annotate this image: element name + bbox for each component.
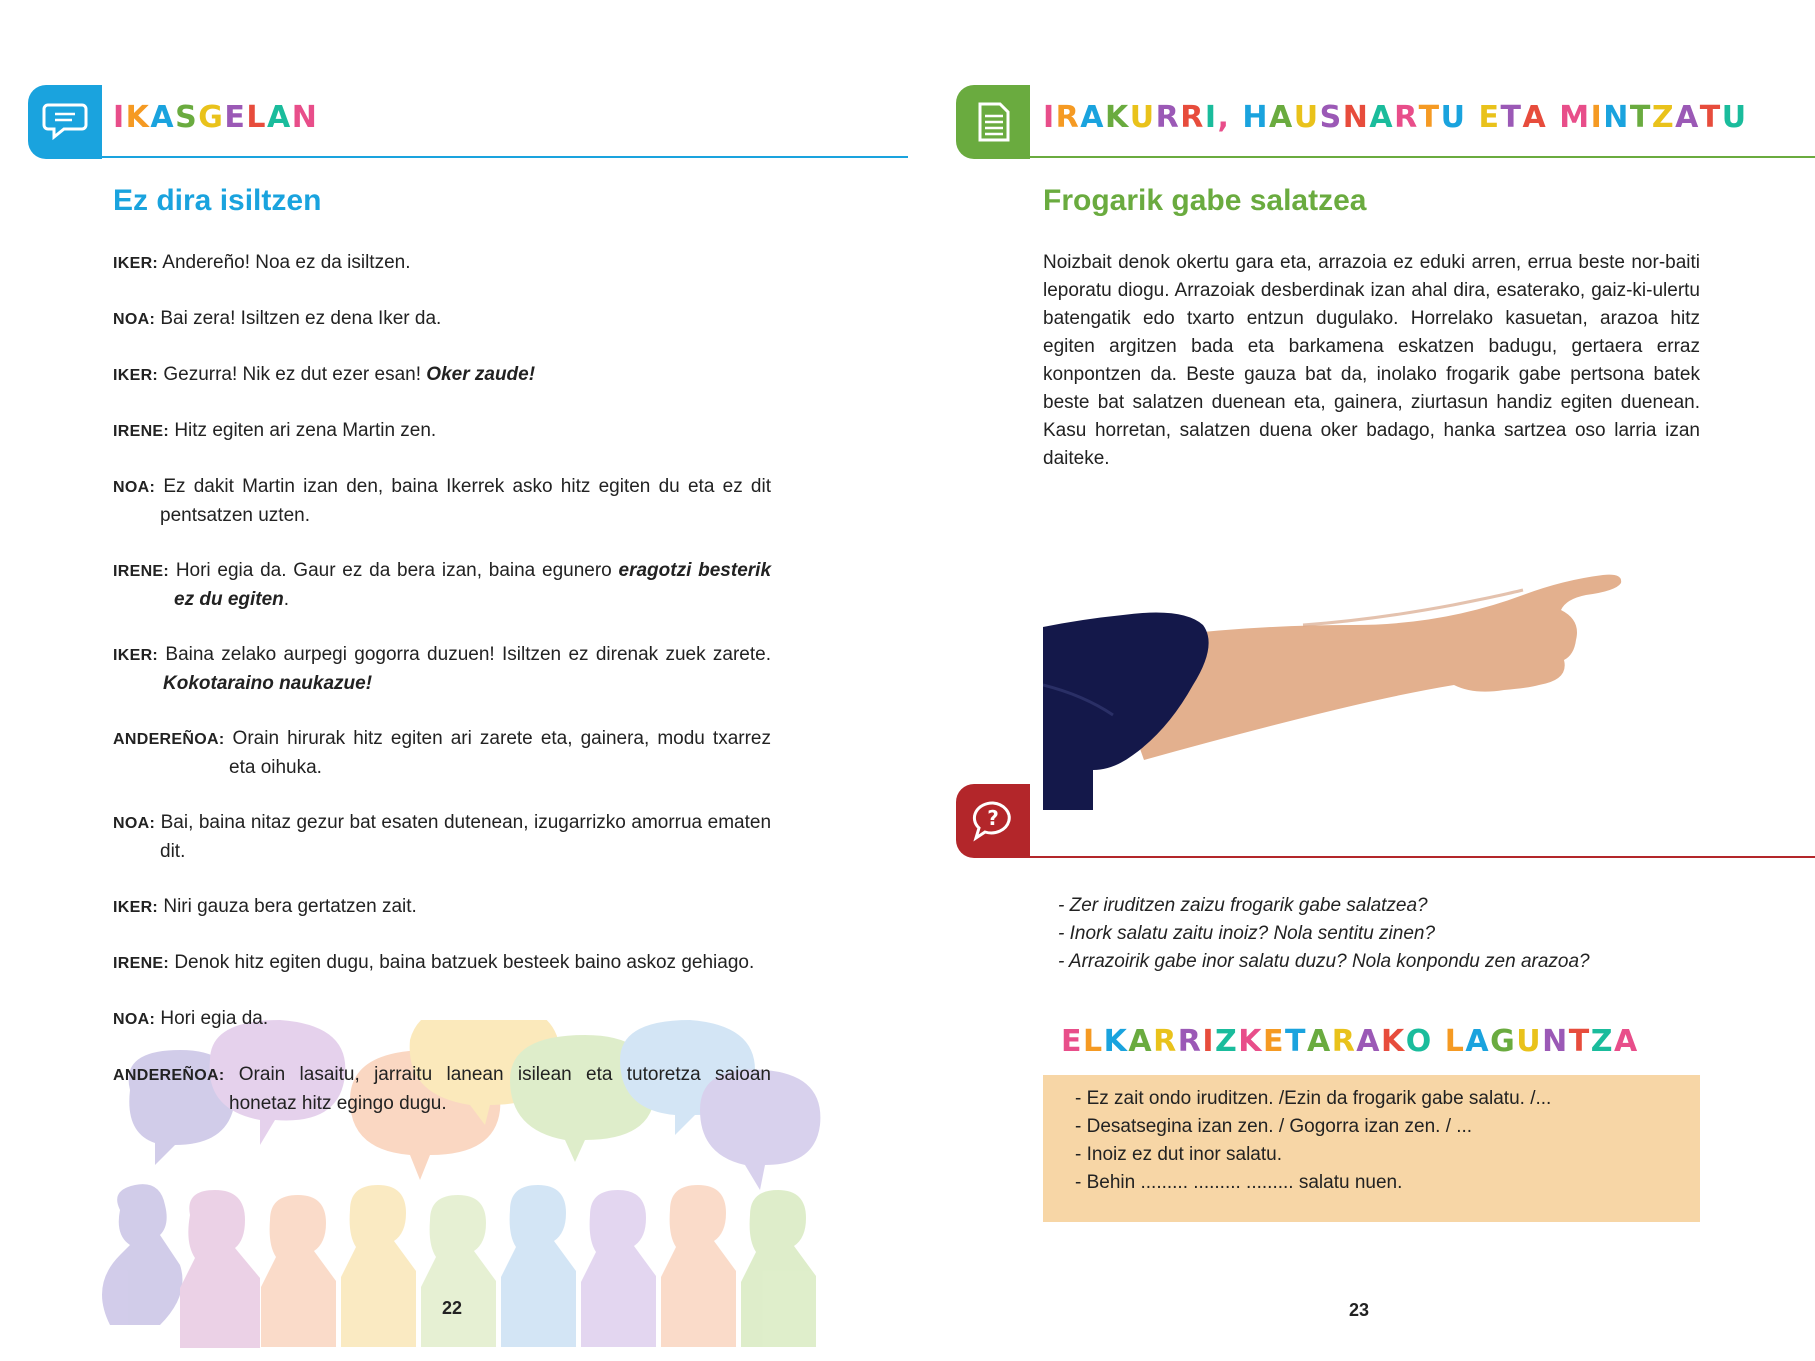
speech-text: Niri gauza bera gertatzen zait. xyxy=(163,896,417,917)
page-number: 23 xyxy=(1349,1300,1370,1320)
document-icon xyxy=(956,85,1030,159)
question-bubble-icon xyxy=(956,784,1030,858)
speech-text: Orain lasaitu, jarraitu lanean isilean eta tutoretza saioan honetaz hitz egingo dugu. xyxy=(229,1064,771,1114)
emphasis-text: Kokotaraino naukazue! xyxy=(163,673,373,694)
dialogue-line xyxy=(113,557,771,614)
help-box xyxy=(1043,1075,1700,1222)
speech-text: Orain hirurak hitz egiten ari zarete eta, gainera, modu txarrez eta oihuka. xyxy=(229,728,771,778)
dialogue-line xyxy=(113,809,771,866)
dialogue-line xyxy=(113,949,771,978)
dialogue-line xyxy=(113,305,771,334)
emphasis-text: Oker zaude! xyxy=(426,364,536,385)
dialogue-line xyxy=(113,1061,771,1118)
question-rule xyxy=(1030,856,1815,858)
speech-text: Hori egia da. xyxy=(160,1008,269,1029)
speaker-name: IKER: xyxy=(113,255,159,272)
speaker-name: IRENE: xyxy=(113,563,170,580)
help-item: - Ez zait ondo iruditzen. /Ezin da frogarik gabe salatu. /... xyxy=(1075,1088,1552,1109)
speech-text: Baina zelako aurpegi gogorra duzuen! Isiltzen ez direnak zuek zarete. xyxy=(165,644,772,665)
section-title: IRAKURRI, HAUSNARTU ETA MINTZATU xyxy=(1043,100,1748,135)
page-number: 22 xyxy=(442,1298,463,1318)
emphasis-text: eragotzi besterik ez du egiten xyxy=(174,560,772,610)
help-item: - Desatsegina izan zen. / Gogorra izan zen. / ... xyxy=(1075,1116,1473,1137)
speaker-name: NOA: xyxy=(113,479,156,496)
pointing-arm-photo xyxy=(1043,535,1643,810)
speaker-name: IKER: xyxy=(113,899,159,916)
speaker-name: IRENE: xyxy=(113,955,170,972)
header-rule xyxy=(1030,156,1815,158)
section-title: IKASGELAN xyxy=(113,100,319,135)
speaker-name: ANDEREÑOA: xyxy=(113,1067,225,1084)
speaker-name: IRENE: xyxy=(113,423,170,440)
svg-text:?: ? xyxy=(987,806,999,830)
speech-text: Gezurra! Nik ez dut ezer esan! xyxy=(163,364,427,385)
dialogue-line xyxy=(113,725,771,782)
speech-text: Hori egia da. Gaur ez da bera izan, baina egunero xyxy=(175,560,619,581)
reading-paragraph: Noizbait denok okertu gara eta, arrazoia ez eduki arren, errua beste nor-baiti leporatu diogu. Arrazoiak desberdinak izan ahal dira, esaterako, gaiz-ki-ulertu batengatik edo txarto entzun dugulako. Horrelako kasuetan, arazoa hitz egiten argitzen bada eta barkamena eskatzen badugu, gertaera erraz konpontzen da. Beste gauza bat da, inolako frogarik gabe pertsona batek beste bat salatzen duenean eta, gainera, ziurtasun handiz egiten duenean. Kasu horretan, salatzen duena oker badago, hanka sartzea oso larria izan daiteke. xyxy=(1043,252,1700,469)
help-title: ELKARRIZKETARAKO LAGUNTZA xyxy=(1061,1024,1639,1059)
question-item: - Arrazoirik gabe inor salatu duzu? Nola konpondu zen arazoa? xyxy=(1058,951,1590,972)
dialogue-line xyxy=(113,893,771,922)
speech-text: Denok hitz egiten dugu, baina batzuek besteek baino askoz gehiago. xyxy=(174,952,755,973)
help-item: - Behin ......... ......... ......... salatu nuen. xyxy=(1075,1172,1403,1193)
dialogue-line xyxy=(113,361,771,390)
speech-text: Bai, baina nitaz gezur bat esaten dutenean, izugarrizko amorrua ematen dit. xyxy=(160,812,772,862)
speaker-name: NOA: xyxy=(113,815,156,832)
speaker-name: NOA: xyxy=(113,311,156,328)
chat-bubble-icon xyxy=(28,85,102,159)
header-rule xyxy=(102,156,908,158)
speech-text: Bai zera! Isiltzen ez dena Iker da. xyxy=(160,308,442,329)
speaker-name: IKER: xyxy=(113,647,159,664)
speech-text: Andereño! Noa ez da isiltzen. xyxy=(162,252,411,273)
dialogue-line xyxy=(113,417,771,446)
speaker-name: NOA: xyxy=(113,1011,156,1028)
speaker-name: IKER: xyxy=(113,367,159,384)
dialogue-line xyxy=(113,1005,771,1034)
speech-text: . xyxy=(283,589,290,610)
dialogue-line xyxy=(113,249,771,278)
speech-text: Ez dakit Martin izan den, baina Ikerrek asko hitz egiten du eta ez dit pentsatzen uzten. xyxy=(160,476,771,526)
dialogue-line xyxy=(113,473,771,530)
discussion-questions xyxy=(1058,892,1590,976)
speech-text: Hitz egiten ari zena Martin zen. xyxy=(174,420,437,441)
speaker-name: ANDEREÑOA: xyxy=(113,731,225,748)
question-item: - Inork salatu zaitu inoiz? Nola sentitu zinen? xyxy=(1058,923,1436,944)
page-heading: Ez dira isiltzen xyxy=(113,184,322,217)
dialogue-line xyxy=(113,641,771,698)
page-heading: Frogarik gabe salatzea xyxy=(1043,184,1367,217)
question-item: - Zer iruditzen zaizu frogarik gabe salatzea? xyxy=(1058,895,1428,916)
help-item: - Inoiz ez dut inor salatu. xyxy=(1075,1144,1282,1165)
